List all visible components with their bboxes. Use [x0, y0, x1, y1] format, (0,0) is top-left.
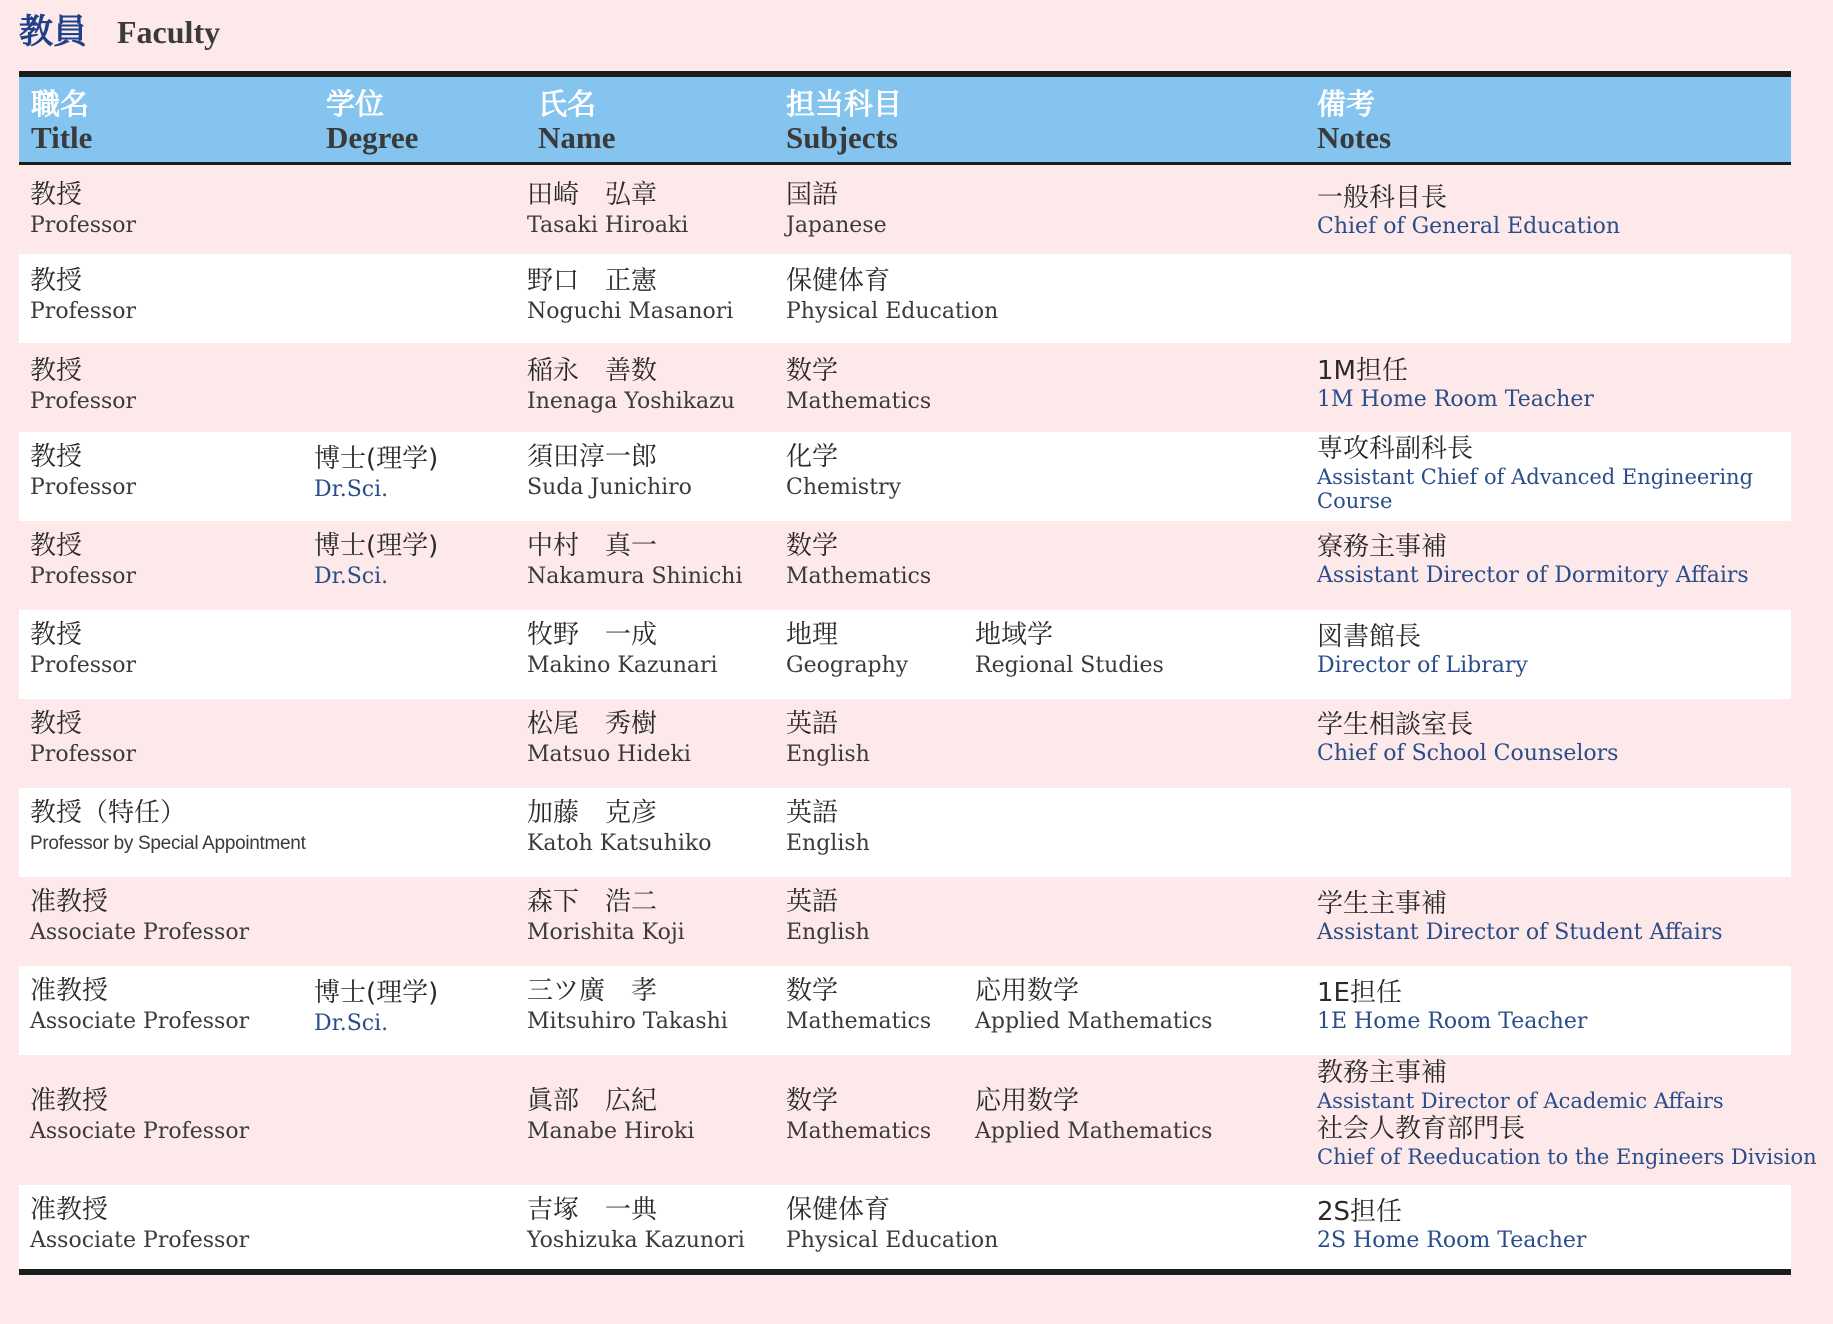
subject-en: Physical Education — [786, 1228, 999, 1253]
note-en: Assistant Chief of Advanced Engineering — [1317, 465, 1754, 489]
notes-cell — [1317, 977, 1587, 1035]
title-en: Professor — [30, 299, 137, 324]
header-notes-jp: 備考 — [1317, 87, 1376, 121]
note-jp: 寮務主事補 — [1317, 532, 1448, 562]
name-en: Noguchi Masanori — [527, 299, 734, 324]
subject-cell — [786, 179, 887, 241]
notes-cell — [1317, 1196, 1586, 1254]
note-en: Assistant Director of Dormitory Affairs — [1317, 563, 1749, 588]
title-jp: 教授 — [30, 356, 83, 386]
table-row — [19, 966, 1791, 1055]
title-en: Professor — [30, 742, 137, 767]
name-jp: 松尾 秀樹 — [527, 709, 658, 739]
notes-cell — [1317, 888, 1723, 946]
name-en: Tasaki Hiroaki — [527, 213, 689, 238]
name-jp: 須田淳一郎 — [527, 442, 658, 472]
degree-en: Dr.Sci. — [314, 564, 389, 589]
subject-jp: 数学 — [786, 531, 839, 561]
subject-en: Mathematics — [786, 564, 932, 589]
subject-en: English — [786, 742, 870, 767]
subject2-jp: 地域学 — [975, 620, 1054, 650]
name-cell — [527, 1194, 745, 1256]
title-cell — [30, 975, 249, 1037]
name-cell — [527, 355, 735, 417]
section-heading — [19, 12, 221, 52]
header-title-jp: 職名 — [31, 87, 90, 121]
notes-cell — [1317, 355, 1594, 413]
header-title — [31, 87, 92, 155]
name-en: Katoh Katsuhiko — [527, 831, 712, 856]
subject-jp: 英語 — [786, 709, 839, 739]
table-row — [19, 521, 1791, 610]
note-jp: 教務主事補 — [1317, 1058, 1448, 1088]
subject-cell — [786, 1085, 931, 1147]
degree-jp: 博士(理学) — [314, 531, 439, 561]
title-jp: 准教授 — [30, 1086, 109, 1116]
name-en: Yoshizuka Kazunori — [527, 1228, 745, 1253]
table-row — [19, 877, 1791, 966]
title-en: Professor by Special Appointment — [30, 833, 306, 854]
subject-jp: 数学 — [786, 976, 839, 1006]
subject-cell — [786, 708, 870, 770]
subject2-en: Applied Mathematics — [975, 1119, 1213, 1144]
degree-jp: 博士(理学) — [314, 978, 439, 1008]
subject-jp: 保健体育 — [786, 1195, 891, 1225]
subject-en: Chemistry — [786, 475, 901, 500]
header-degree-en: Degree — [326, 120, 419, 155]
name-jp: 野口 正憲 — [527, 266, 658, 296]
name-cell — [527, 975, 728, 1037]
subject-jp: 保健体育 — [786, 266, 891, 296]
subject-jp: 化学 — [786, 442, 839, 472]
title-jp: 准教授 — [30, 1195, 109, 1225]
note-jp: 学生主事補 — [1317, 889, 1448, 919]
note2-en: Chief of Reeducation to the Engineers Division — [1317, 1145, 1817, 1169]
title-jp: 教授 — [30, 266, 83, 296]
section-heading-jp: 教員 — [19, 12, 87, 52]
table-row — [19, 343, 1791, 432]
subject-cell — [786, 530, 931, 592]
name-cell — [527, 708, 691, 770]
subject2-jp: 応用数学 — [975, 1086, 1080, 1116]
subject-jp: 国語 — [786, 180, 839, 210]
name-cell — [527, 797, 711, 859]
title-cell — [30, 265, 136, 327]
name-cell — [527, 886, 685, 948]
note-jp: 一般科目長 — [1317, 183, 1448, 213]
name-en: Inenaga Yoshikazu — [527, 389, 735, 414]
header-degree — [326, 87, 418, 155]
section-heading-en: Faculty — [117, 14, 221, 50]
name-en: Makino Kazunari — [527, 653, 718, 678]
subject-en: Japanese — [786, 213, 887, 238]
name-jp: 森下 浩二 — [527, 887, 658, 917]
name-cell — [527, 619, 718, 681]
note2-jp: 社会人教育部門長 — [1317, 1114, 1526, 1144]
subject-jp: 英語 — [786, 887, 839, 917]
title-en: Professor — [30, 653, 137, 678]
name-cell — [527, 441, 692, 503]
note-en: Chief of School Counselors — [1317, 741, 1619, 766]
note-en: 1M Home Room Teacher — [1317, 387, 1594, 412]
degree-cell — [314, 443, 438, 505]
subject-cell — [786, 886, 870, 948]
note-jp: 学生相談室長 — [1317, 710, 1474, 740]
name-cell — [527, 179, 688, 241]
note-en: Chief of General Education — [1317, 214, 1621, 239]
subject-jp: 数学 — [786, 1086, 839, 1116]
subject-cell — [786, 975, 931, 1037]
note-en: 2S Home Room Teacher — [1317, 1228, 1587, 1253]
table-row — [19, 165, 1791, 254]
title-cell — [30, 441, 136, 503]
name-jp: 眞部 広紀 — [527, 1086, 658, 1116]
subject-en: Mathematics — [786, 1009, 932, 1034]
note-en-continued: Course — [1317, 489, 1393, 513]
subject-jp: 数学 — [786, 356, 839, 386]
note-jp: 図書館長 — [1317, 622, 1422, 652]
notes-cell — [1317, 433, 1753, 513]
title-en: Professor — [30, 389, 137, 414]
title-en: Associate Professor — [30, 1119, 250, 1144]
name-jp: 吉塚 一典 — [527, 1195, 658, 1225]
subject-cell — [786, 1194, 998, 1256]
title-cell — [30, 886, 249, 948]
title-cell — [30, 708, 136, 770]
subject2-cell — [975, 975, 1212, 1037]
title-en: Professor — [30, 213, 137, 238]
name-en: Mitsuhiro Takashi — [527, 1009, 728, 1034]
note-jp: 2S担任 — [1317, 1197, 1403, 1227]
title-jp: 准教授 — [30, 976, 109, 1006]
subject-cell — [786, 265, 998, 327]
title-jp: 教授 — [30, 531, 83, 561]
subject2-cell — [975, 1085, 1212, 1147]
degree-cell — [314, 977, 438, 1039]
subject2-en: Applied Mathematics — [975, 1009, 1213, 1034]
notes-cell — [1317, 1057, 1817, 1169]
table-header — [19, 77, 1791, 165]
title-en: Professor — [30, 564, 137, 589]
header-name — [538, 87, 615, 155]
title-jp: 教授 — [30, 442, 83, 472]
name-jp: 加藤 克彦 — [527, 798, 658, 828]
subject-en: Geography — [786, 653, 909, 678]
table-row — [19, 699, 1791, 788]
name-en: Morishita Koji — [527, 920, 685, 945]
title-cell — [30, 355, 136, 417]
note-jp: 1M担任 — [1317, 356, 1408, 386]
title-en: Associate Professor — [30, 1228, 250, 1253]
note-en: Assistant Director of Student Affairs — [1317, 920, 1723, 945]
notes-cell — [1317, 531, 1749, 589]
name-en: Suda Junichiro — [527, 475, 692, 500]
title-en: Associate Professor — [30, 920, 250, 945]
degree-en: Dr.Sci. — [314, 1011, 389, 1036]
header-title-en: Title — [31, 120, 93, 155]
subject-cell — [786, 441, 901, 503]
subject2-cell — [975, 619, 1164, 681]
faculty-table — [19, 71, 1817, 1275]
subject-en: Physical Education — [786, 299, 999, 324]
table-row — [19, 254, 1791, 343]
subject-en: Mathematics — [786, 1119, 932, 1144]
subject-en: Mathematics — [786, 389, 932, 414]
title-en: Associate Professor — [30, 1009, 250, 1034]
subject-cell — [786, 797, 870, 859]
title-cell — [30, 619, 136, 681]
subject2-jp: 応用数学 — [975, 976, 1080, 1006]
title-jp: 教授 — [30, 180, 83, 210]
table-row — [19, 610, 1791, 699]
name-cell — [527, 1085, 694, 1147]
notes-cell — [1317, 182, 1620, 240]
title-jp: 教授（特任） — [30, 798, 187, 828]
subject-cell — [786, 619, 908, 681]
name-jp: 中村 真一 — [527, 531, 658, 561]
header-degree-jp: 学位 — [326, 87, 385, 121]
subject-en: English — [786, 831, 870, 856]
note-jp: 1E担任 — [1317, 978, 1402, 1008]
note-en: 1E Home Room Teacher — [1317, 1009, 1588, 1034]
name-cell — [527, 265, 733, 327]
header-notes-en: Notes — [1317, 120, 1392, 155]
title-jp: 准教授 — [30, 887, 109, 917]
table-row — [19, 788, 1791, 877]
title-jp: 教授 — [30, 620, 83, 650]
header-subjects-en: Subjects — [786, 120, 898, 155]
name-jp: 田崎 弘章 — [527, 180, 658, 210]
header-subjects-jp: 担当科目 — [786, 87, 903, 121]
name-en: Manabe Hiroki — [527, 1119, 695, 1144]
note-en: Director of Library — [1317, 653, 1528, 678]
title-cell — [30, 1085, 249, 1147]
degree-cell — [314, 530, 438, 592]
degree-en: Dr.Sci. — [314, 477, 389, 502]
subject-jp: 地理 — [786, 620, 839, 650]
subject2-en: Regional Studies — [975, 653, 1164, 678]
title-cell — [30, 530, 136, 592]
title-cell — [30, 179, 136, 241]
subject-cell — [786, 355, 931, 417]
name-jp: 三ツ廣 孝 — [527, 976, 658, 1006]
name-en: Nakamura Shinichi — [527, 564, 743, 589]
header-notes — [1317, 87, 1391, 155]
name-jp: 牧野 一成 — [527, 620, 658, 650]
title-en: Professor — [30, 475, 137, 500]
header-name-en: Name — [538, 120, 616, 155]
name-jp: 稲永 善数 — [527, 356, 658, 386]
header-subjects — [786, 87, 902, 155]
notes-cell — [1317, 709, 1618, 767]
notes-cell — [1317, 621, 1528, 679]
subject-en: English — [786, 920, 870, 945]
table-row — [19, 1185, 1791, 1269]
name-en: Matsuo Hideki — [527, 742, 691, 767]
degree-jp: 博士(理学) — [314, 444, 439, 474]
title-cell — [30, 797, 306, 859]
name-cell — [527, 530, 742, 592]
header-name-jp: 氏名 — [538, 87, 597, 121]
table-row — [19, 1055, 1817, 1185]
title-cell — [30, 1194, 249, 1256]
title-jp: 教授 — [30, 709, 83, 739]
table-row — [19, 432, 1791, 521]
note-jp: 専攻科副科長 — [1317, 434, 1474, 464]
subject-jp: 英語 — [786, 798, 839, 828]
note-en: Assistant Director of Academic Affairs — [1317, 1089, 1724, 1113]
